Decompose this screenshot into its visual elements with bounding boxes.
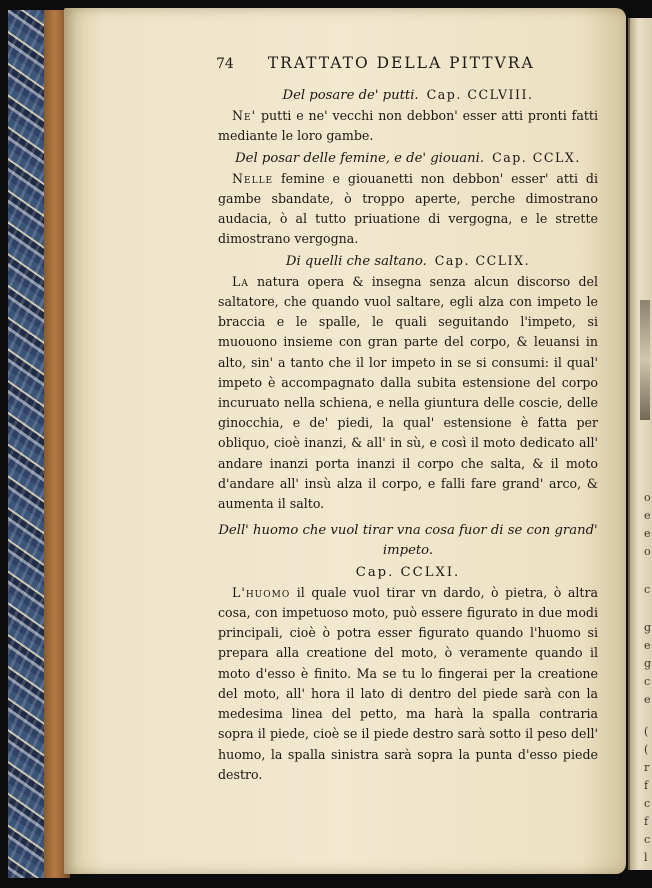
edge-letter: c [644, 833, 651, 846]
edge-letter: r [644, 761, 650, 774]
chapter-paragraph [218, 583, 598, 785]
chapter-title: Di quelli che saltano. [285, 253, 427, 269]
edge-letter: g [644, 621, 652, 634]
edge-letter: e [644, 693, 651, 706]
chapter-title: Del posare de' putti. [282, 88, 419, 103]
chapter-heading [218, 250, 598, 272]
facing-plate-illustration-edge [640, 300, 650, 420]
edge-letter: g [644, 657, 652, 670]
paragraph-body: putti e ne' vecchi non debbon' esser atti pronti fatti mediante le loro gambe. [218, 108, 598, 144]
edge-letter: e [644, 509, 651, 522]
chapter-number: Cap. CCLX. [492, 149, 581, 165]
edge-letter: e [644, 527, 651, 540]
chapter-title: Dell' huomo che vuol tirar vna cosa fuor di se con grand' impeto. [218, 523, 598, 559]
chapter-number-line [218, 562, 598, 583]
chapter-paragraph [218, 272, 598, 514]
edge-letter: ( [644, 743, 649, 756]
chapter-heading [218, 147, 598, 169]
chapter-heading [218, 520, 598, 561]
edge-letter: c [644, 675, 651, 688]
edge-letter: o [644, 491, 651, 504]
running-title: TRATTATO DELLA PITTVRA [267, 54, 535, 72]
edge-letter: e [644, 639, 651, 652]
edge-letter: o [644, 545, 651, 558]
marbled-endpaper [8, 10, 48, 878]
edge-letter: ( [644, 725, 649, 738]
edge-letter: l [644, 851, 648, 864]
running-head [216, 54, 576, 78]
edge-letter: f [644, 779, 649, 792]
edge-letter: c [644, 797, 651, 810]
paragraph-lead: Nelle [232, 170, 274, 186]
paragraph-lead: L'huomo [232, 584, 291, 600]
paragraph-body: femine e giouanetti non debbon' esser' atti di gambe sbandate, ò troppo aperte, perche dimostrano audacia, ò al tutto priuatione di vergogna, e le strette dimostrano vergogna. [218, 170, 598, 247]
main-text [218, 84, 598, 785]
chapter-number: Cap. CCLXI. [355, 564, 461, 580]
chapter-number: Cap. CCLVIII. [426, 87, 534, 102]
edge-letter: f [644, 815, 649, 828]
facing-page-edge [628, 18, 652, 870]
paragraph-lead: La [232, 273, 249, 289]
chapter-number: Cap. CCLIX. [434, 252, 531, 268]
chapter-paragraph [218, 169, 598, 250]
edge-letter: c [644, 583, 651, 596]
page-number: 74 [216, 56, 234, 72]
paragraph-lead: Ne' [232, 108, 257, 124]
paragraph-body: natura opera & insegna senza alcun discorso del saltatore, che quando vuol saltare, egli alza con impeto le braccia e le spalle, le quali seguitando l'impeto, si muouono insieme con gran parte del corpo, & leuansi in alto, sin' a tanto che il lor impeto in se si consumi: il qual' impeto è accompagnato dalla subita estensione del corpo incuruato nella schiena, e nella giuntura delle coscie, delle ginocchia, e de' piedi, la qual' estensione è fatta per obliquo, cioè inanzi, & all' in sù, e così il moto dedicato all' andare inanzi porta inanzi il corpo che salta, & il moto d'andare all' insù alza il corpo, e falli fare grand' arco, & aumenta il salto. [218, 273, 598, 512]
chapter-paragraph [218, 106, 598, 146]
paragraph-body: il quale vuol tirar vn dardo, ò pietra, ò altra cosa, con impetuoso moto, può essere figurato in due modi principali, cioè ò potra esser figurato quando l'huomo si prepara alla creatione del moto, ò veramente quando il moto d'esso è finito. Ma se tu lo fingerai per la creatione del moto, all' hora il lato di dentro del piede sarà con la medesima linea del petto, ma harà la spalla contraria sopra il piede, cioè se il piede destro sarà sotto il peso dell' huomo, la spalla sinistra sarà sopra la punta d'esso piede destro. [218, 584, 598, 782]
chapter-title: Del posar delle femine, e de' giouani. [235, 150, 485, 166]
chapter-heading [218, 84, 598, 106]
